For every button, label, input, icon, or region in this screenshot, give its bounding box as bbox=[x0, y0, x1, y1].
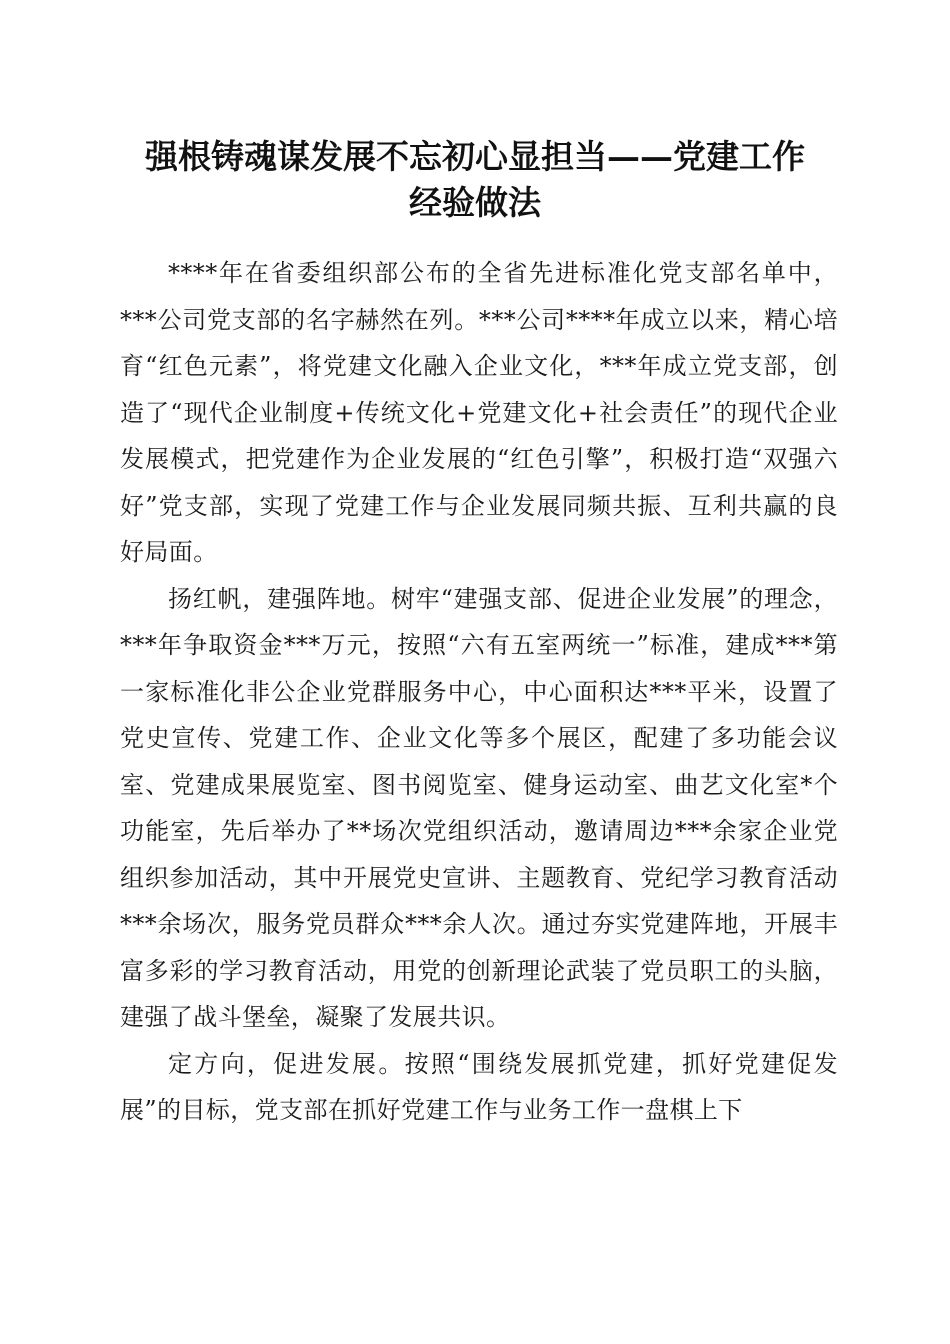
paragraph-position: 扬红帆，建强阵地。树牢“建强支部、促进企业发展”的理念，***年争取资金***万元，按照“六有五室两统一”标准，建成***第一家标准化非公企业党群服务中心，中心面积达***平米，设置了党史宣传、党建工作、企业文化等多个展区，配建了多功能会议室、党建成果展览室、图书阅览室、健身运动室、曲艺文化室*个功能室，先后举办了**场次党组织活动，邀请周边***余家企业党组织参加活动，其中开展党史宣讲、主题教育、党纪学习教育活动***余场次，服务党员群众***余人次。通过夯实党建阵地，开展丰富多彩的学习教育活动，用党的创新理论武装了党员职工的头脑，建强了战斗堡垒，凝聚了发展共识。 bbox=[120, 584, 838, 1031]
title-line-1: 强根铸魂谋发展不忘初心显担当——党建工作 bbox=[145, 137, 805, 176]
document-body bbox=[120, 250, 838, 1134]
paragraph-direction: 定方向，促进发展。按照“围绕发展抓党建，抓好党建促发展”的目标，党支部在抓好党建工作与业务工作一盘棋上下 bbox=[120, 1049, 838, 1124]
document-title bbox=[100, 134, 850, 226]
title-line-2: 经验做法 bbox=[409, 183, 541, 222]
paragraph-intro: ****年在省委组织部公布的全省先进标准化党支部名单中，***公司党支部的名字赫然在列。***公司****年成立以来，精心培育“红色元素”，将党建文化融入企业文化，***年成立党支部，创造了“现代企业制度+传统文化+党建文化+社会责任”的现代企业发展模式，把党建作为企业发展的“红色引擎”，积极打造“双强六好”党支部，实现了党建工作与企业发展同频共振、互利共赢的良好局面。 bbox=[120, 259, 838, 566]
